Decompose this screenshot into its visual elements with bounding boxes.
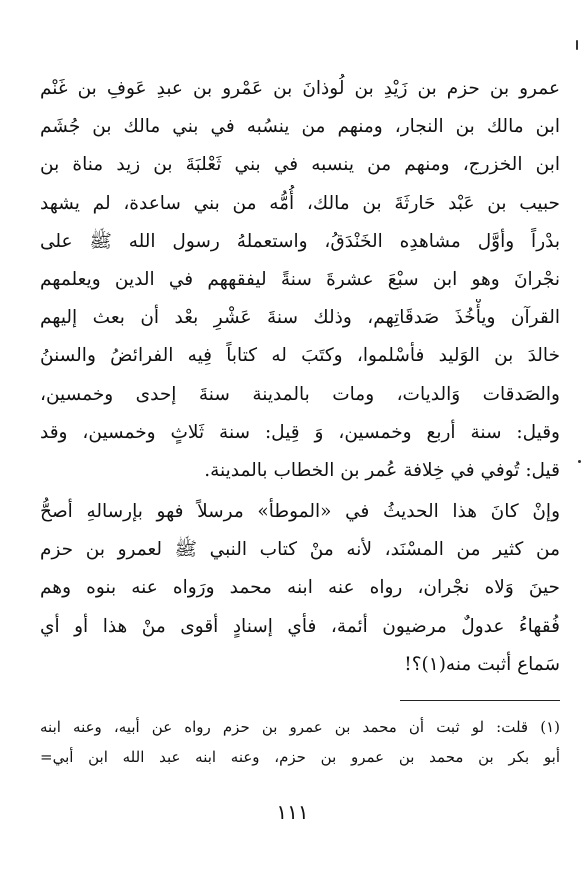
footnotes [40,712,560,772]
text-line: حبيب بن عَبْد حَارثَةَ بن مالك، أُمُّه من بني ساعدة، لم يشهد [40,192,560,214]
page-number: ١١١ [276,800,309,824]
paragraph-1 [40,70,560,490]
text-line: فُقهاءُ عدولٌ مرضيون أئمة، فأي إسنادٍ أقوى منْ هذا أو أي [40,615,560,637]
text-line: بدْراً وأوَّل مشاهدِه الخَنْدَقُ، واستعملهُ رسول الله ﷺ على [40,230,560,252]
text-line: عمرو بن حزم بن زَيْدِ بن لُوذانَ بن عَمْرو بن عبدِ عَوفِ بن غَنْم [40,78,560,99]
text-line: سَماع أثبت منه(١)؟! [404,653,560,675]
text-line: ابن مالك بن النجار، ومنهم من ينسُبه في بني مالك بن جُشَم [40,116,560,138]
scan-speck [578,460,581,463]
footnote-divider [400,700,560,701]
text-line: وإنْ كانَ هذا الحديثُ في «الموطأ» مرسلاً فهو بإرسالهِ أصحُّ [40,501,560,523]
text-line: ابن الخزرج، ومنهم من ينسبه في بني ثَعْلبَةَ بن زيد مناة بن [40,154,560,176]
main-text [40,70,560,684]
text-line: خالدَ بن الوَليد فأسْلموا، وكتَبَ له كتاباً فِيه الفرائضُ والسننُ [40,345,560,367]
text-line: قيل: تُوفي في خِلافة عُمر بن الخطاب بالمدينة. [204,459,560,481]
footnote-line: (١) قلت: لو ثبت أن محمد بن عمرو بن حزم رواه عن أبيه، وعنه ابنه [40,718,560,736]
text-line: نجْرانَ وهو ابن سبْعَ عشرةَ سنةً ليفقههم في الدين ويعلمهم [40,268,560,290]
text-line: والصَدقات وَالديات، ومات بالمدينة سنةَ إحدى وخمسين، [40,383,560,405]
text-line: القرآن ويأْخُذَ صَدقَاتِهم، وذلك سنةَ عَشْرِ بعْد أن بعث إليهم [40,307,560,329]
text-line: وقيل: سنة أربع وخمسين، وَ قِيل: سنة ثَلاثٍ وخمسين، وقد [40,421,560,443]
scan-speck [576,40,578,50]
footnote-line: أبو بكر بن محمد بن عمرو بن حزم، وعنه ابنه عبد الله ابن أبي= [40,748,560,766]
paragraph-2 [40,493,560,684]
text-line: من كثير من المسْنَد، لأنه منْ كتاب النبي ﷺ لعمرو بن حزم [40,539,560,561]
text-line: حينَ وَلاه نجْران، رواه عنه ابنه محمد ورَواه عنه بنوه وهم [40,577,560,599]
